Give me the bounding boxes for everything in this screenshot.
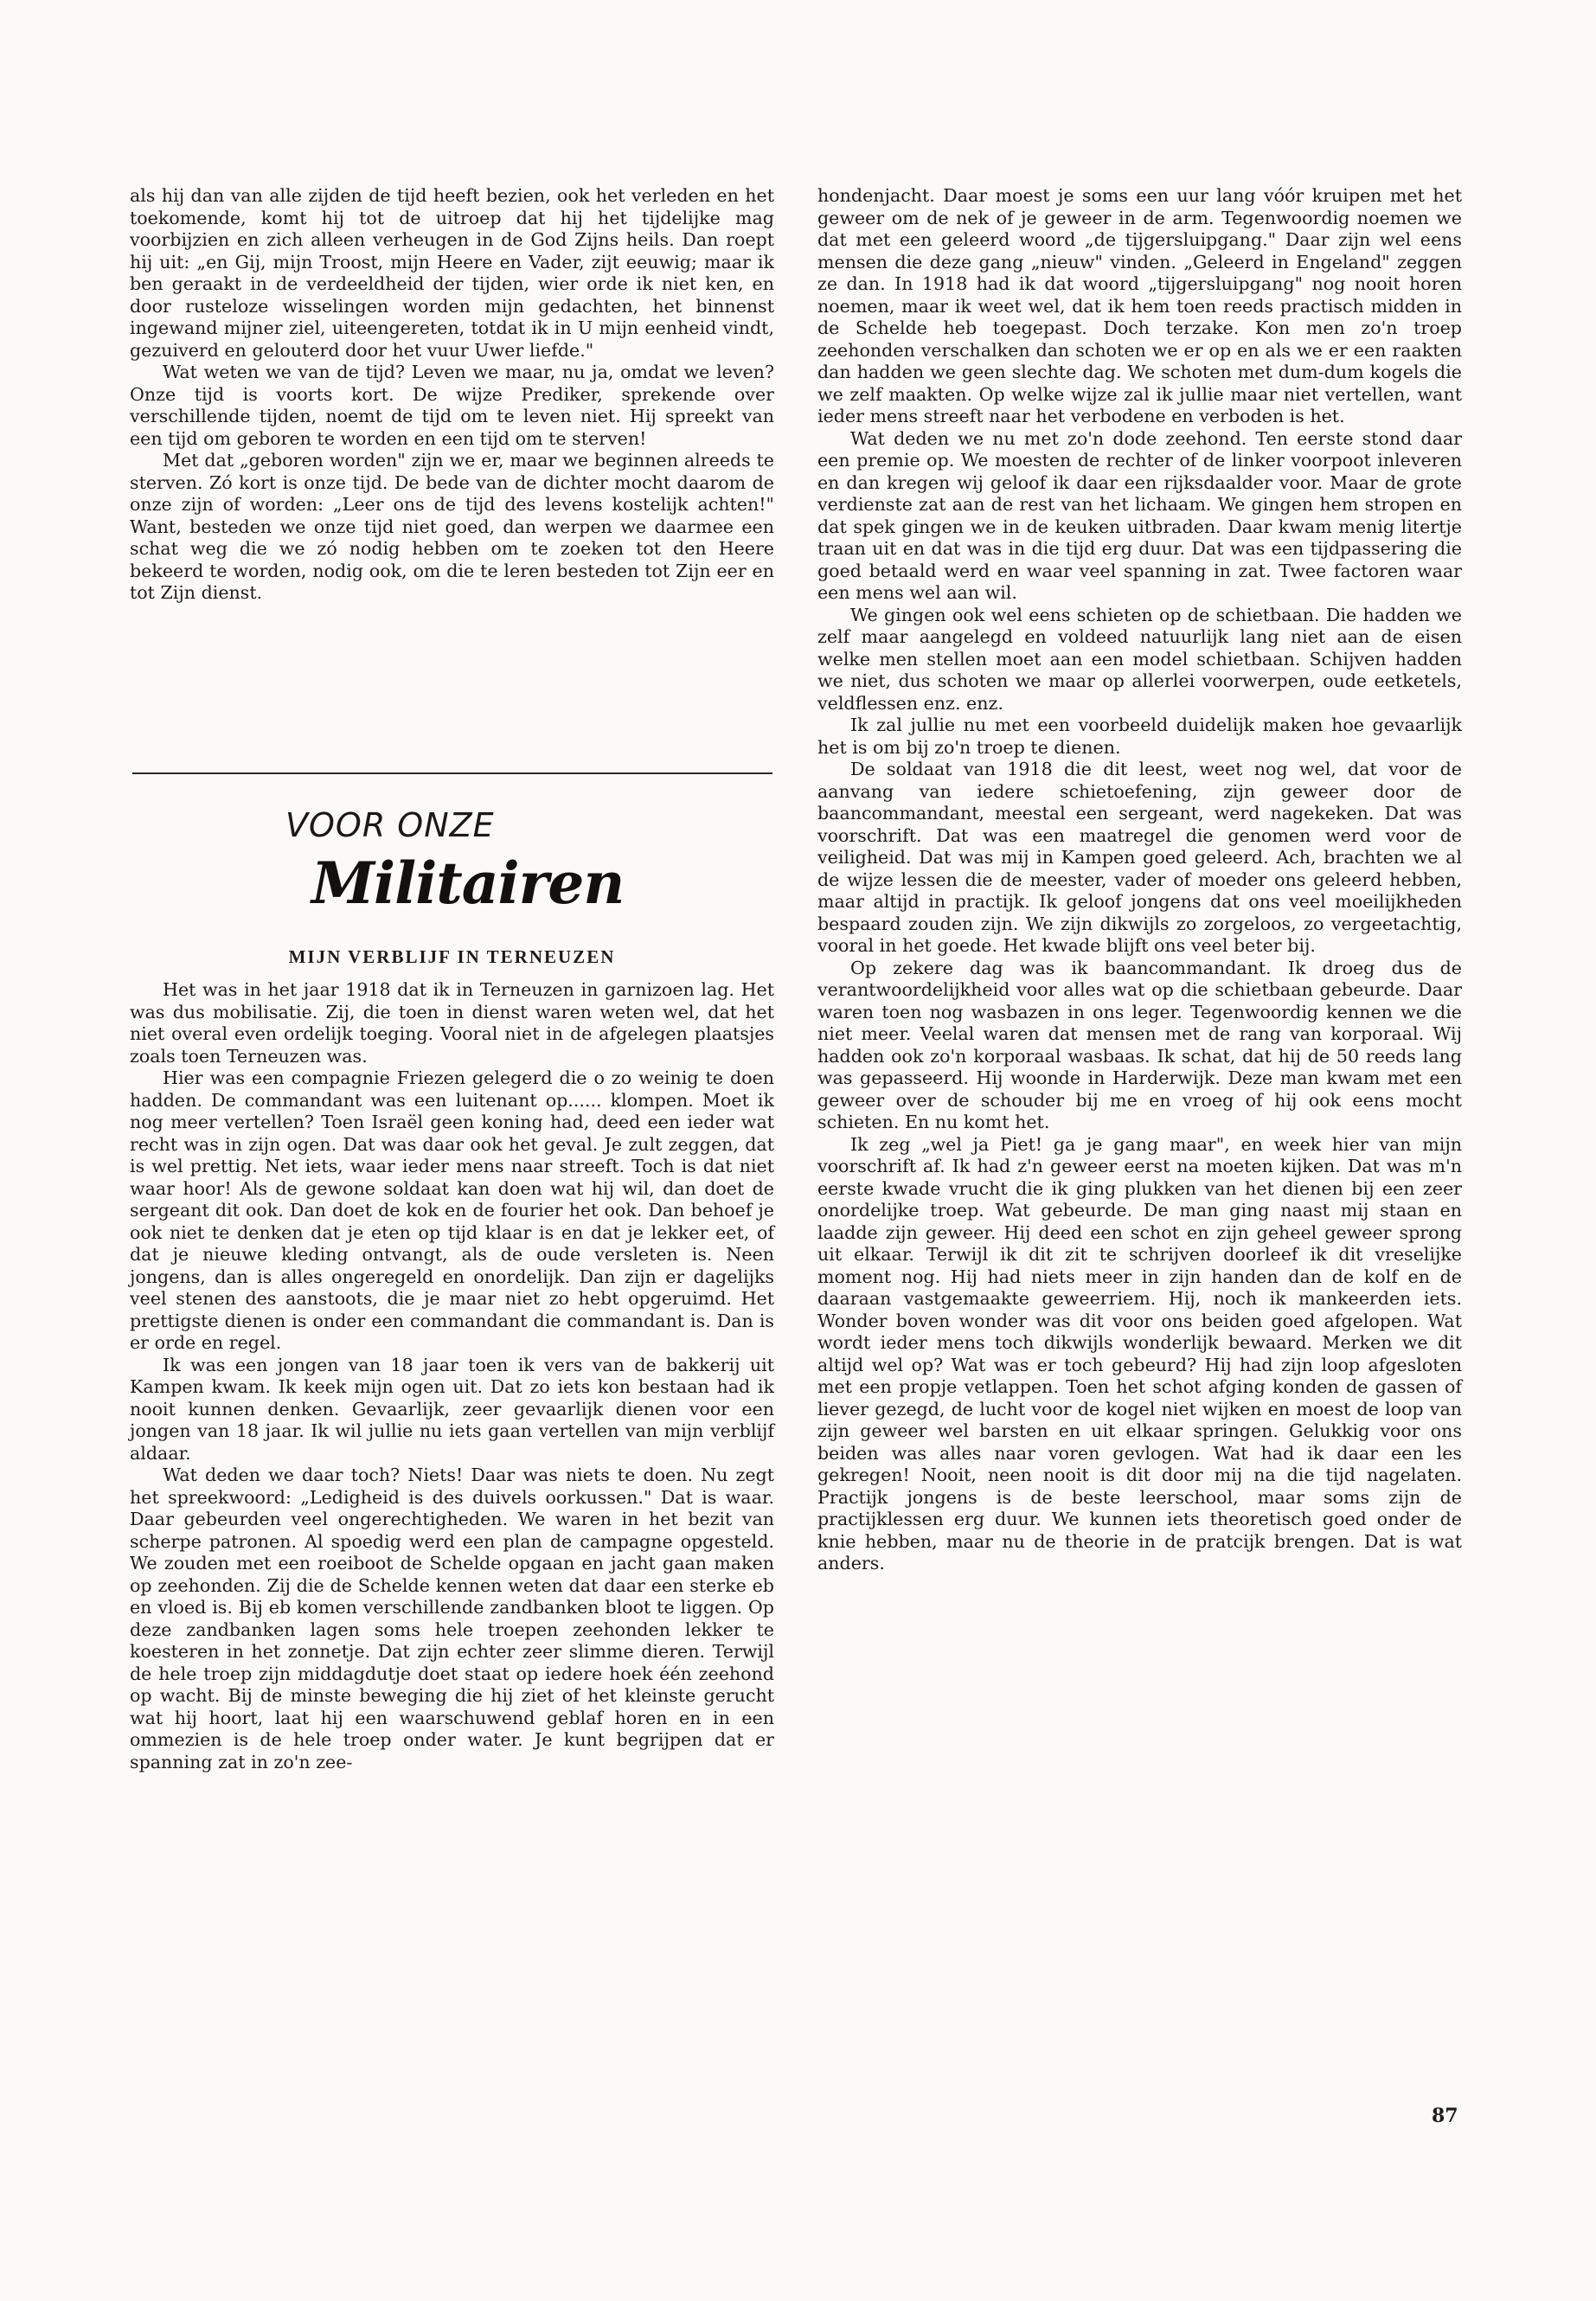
paragraph: Ik zeg „wel ja Piet! ga je gang maar", en week hier van mijn voorschrift af. Ik had z'n geweer eerst na moeten kijken. Dat was m'n eerste kwade vrucht die ik ging plukken van het dienen bij een zeer onordelijke troep. Wat gebeurde. De man ging naast mij staan en laadde zijn geweer. Hij deed een schot en zijn geheel geweer sprong uit elkaar. Terwijl ik dit zit te schrijven doorleef ik dit vreselijke moment nog. Hij had niets meer in zijn handen dan de kolf en de daaraan vastgemaakte geweerriem. Hij, noch ik mankeerden iets. Wonder boven wonder was dit voor ons beiden goed afgelopen. Wat wordt ieder mens toch dikwijls wonderlijk bewaard. Merken we dit altijd wel op? Wat was er toch gebeurd? Hij had zijn loop afgesloten met een propje vetlappen. Toen het schot afging konden de gassen of liever gezegd, de lucht voor de kogel niet wijken en moest de loop van zijn geweer wel barsten en uit elkaar springen. Gelukkig voor ons beiden was alles naar voren gevlogen. Wat had ik daar een les gekregen! Nooit, neen nooit is dit door mij na die tijd nagelaten. Practijk jongens is de beste leerschool, maar soms zijn de practijklessen erg duur. We kunnen iets theoretisch goed onder de knie hebben, maar nu de theorie in de pratcijk brengen. Dat is wat anders.	[817, 1133, 1462, 1574]
article-headline: Militairen	[311, 849, 625, 917]
page-number: 87	[1432, 2105, 1458, 2127]
left-column-article	[130, 979, 774, 1773]
right-column	[817, 185, 1462, 1575]
paragraph: Ik was een jongen van 18 jaar toen ik vers van de bakkerij uit Kampen kwam. Ik keek mijn ogen uit. Dat zo iets kon bestaan had ik nooit kunnen denken. Gevaarlijk, zeer gevaarlijk dienen voor een jongen van 18 jaar. Ik wil jullie nu iets gaan vertellen van mijn verblijf aldaar.	[130, 1354, 774, 1464]
paragraph: Wat deden we daar toch? Niets! Daar was niets te doen. Nu zegt het spreekwoord: „Ledigheid is des duivels oorkussen." Dat is waar. Daar gebeurden veel ongerechtigheden. We waren in het bezit van scherpe patronen. Al spoedig werd een plan de campagne opgesteld. We zouden met een roeiboot de Schelde opgaan en jacht gaan maken op zeehonden. Zij die de Schelde kennen weten dat daar een sterke eb en vloed is. Bij eb komen verschillende zandbanken bloot te liggen. Op deze zandbanken lagen soms hele troepen zeehonden lekker te koesteren in het zonnetje. Dat zijn echter zeer slimme dieren. Terwijl de hele troep zijn middagdutje doet staat op iedere hoek één zeehond op wacht. Bij de minste beweging die hij ziet of het kleinste gerucht wat hij hoort, laat hij een waarschuwend geblaf horen en in een ommezien is de hele troep onder water. Je kunt begrijpen dat er spanning zat in zo'n zee-	[130, 1465, 774, 1772]
article-kicker: VOOR ONZE	[285, 806, 495, 844]
paragraph: De soldaat van 1918 die dit leest, weet nog wel, dat voor de aanvang van iedere schietoefening, zijn geweer door de baancommandant, meestal een sergeant, werd nagekeken. Dat was voorschrift. Dat was een maatregel die genomen werd voor de veiligheid. Dat was mij in Kampen goed geleerd. Ach, brachten we al de wijze lessen die de meester, vader of moeder ons geleerd hebben, maar altijd in practijk. Ik geloof jongens dat ons veel moeilijkheden bespaard zouden zijn. We zijn dikwijls zo zorgeloos, zo vergeetachtig, vooral in het goede. Het kwade blijft ons veel beter bij.	[817, 759, 1462, 956]
paragraph: Met dat „geboren worden" zijn we er, maar we beginnen alreeds te sterven. Zó kort is onze tijd. De bede van de dichter mocht daarom de onze zijn of worden: „Leer ons de tijd des levens kostelijk achten!" Want, besteden we onze tijd niet goed, dan werpen we daarmee een schat weg die we zó nodig hebben om te zoeken tot den Heere bekeerd te worden, nodig ook, om die te leren besteden tot Zijn eer en tot Zijn dienst.	[130, 450, 774, 603]
article-subhead: MIJN VERBLIJF IN TERNEUZEN	[288, 946, 616, 967]
paragraph: hondenjacht. Daar moest je soms een uur lang vóór kruipen met het geweer om de nek of je geweer in de arm. Tegenwoordig noemen we dat met een geleerd woord „de tijgersluipgang." Daar zijn wel eens mensen die deze gang „nieuw" vinden. „Geleerd in Engeland" zeggen ze dan. In 1918 had ik dat woord „tijgersluipgang" nog nooit horen noemen, maar ik weet wel, dat ik hem toen reeds practisch midden in de Schelde heb toegepast. Doch terzake. Kon men zo'n troep zeehonden verschalken dan schoten we er op en als we er een raakten dan hadden we geen slechte dag. We schoten met dum-dum kogels die we zelf maakten. Op welke wijze zal ik jullie maar niet vertellen, want ieder mens streeft naar het verbodene en verboden is het.	[817, 185, 1462, 426]
paragraph: Wat deden we nu met zo'n dode zeehond. Ten eerste stond daar een premie op. We moesten de rechter of de linker voorpoot inleveren en dan kregen wij geloof ik daar een rijksdaalder voor. Maar de grote verdienste zat aan de rest van het lichaam. We gingen hem stropen en dat spek gingen we in de keuken uitbraden. Daar kwam menig litertje traan uit en dat was in die tijd erg duur. Dat was een tijdpassering die goed betaald werd en waar veel spanning in zat. Twee factoren waar een mens wel aan wil.	[817, 427, 1462, 603]
left-column-top	[130, 185, 774, 605]
paragraph: Ik zal jullie nu met een voorbeeld duidelijk maken hoe gevaarlijk het is om bij zo'n troep te dienen.	[817, 715, 1462, 758]
paragraph: Wat weten we van de tijd? Leven we maar, nu ja, omdat we leven? Onze tijd is voorts kort. De wijze Prediker, sprekende over verschillende tijden, noemt de tijd om te leven niet. Hij spreekt van een tijd om geboren te worden en een tijd om te sterven!	[130, 362, 774, 449]
section-divider	[132, 772, 772, 774]
paragraph: Hier was een compagnie Friezen gelegerd die o zo weinig te doen hadden. De commandant was een luitenant op...... klompen. Moet ik nog meer vertellen? Toen Israël geen koning had, deed een ieder wat recht was in zijn ogen. Dat was daar ook het geval. Je zult zeggen, dat is wel prettig. Net iets, waar ieder mens naar streeft. Toch is dat niet waar hoor! Als de gewone soldaat kan doen wat hij wil, dan doet de sergeant dit ook. Dan doet de kok en de fourier het ook. Dan behoef je ook niet te denken dat je eten op tijd klaar is en dat je lekker eet, of dat je nieuwe kleding ontvangt, als de oude versleten is. Neen jongens, dan is alles ongeregeld en onordelijk. Dan zijn er dagelijks veel stenen des aanstoots, die je maar niet zo hebt opgeruimd. Het prettigste dienen is onder een commandant die commandant is. Dan is er orde en regel.	[130, 1067, 774, 1353]
paragraph: Het was in het jaar 1918 dat ik in Terneuzen in garnizoen lag. Het was dus mobilisatie. Zij, die toen in dienst waren weten wel, dat het niet overal even ordelijk toeging. Vooral niet in de afgelegen plaatsjes zoals toen Terneuzen was.	[130, 979, 774, 1067]
paragraph: We gingen ook wel eens schieten op de schietbaan. Die hadden we zelf maar aangelegd en voldeed natuurlijk lang niet aan de eisen welke men stellen moet aan een model schietbaan. Schijven hadden we niet, dus schoten we maar op allerlei voorwerpen, oude eetketels, veldflessen enz. enz.	[817, 604, 1462, 714]
paragraph: als hij dan van alle zijden de tijd heeft bezien, ook het verleden en het toekomende, komt hij tot de uitroep dat hij het tijdelijke mag voorbijzien en zich alleen verheugen in de God Zijns heils. Dan roept hij uit: „en Gij, mijn Troost, mijn Heere en Vader, zijt eeuwig; maar ik ben geraakt in de verdeeldheid der tijden, wier orde ik niet ken, en door rusteloze wisselingen worden mijn gedachten, het binnenst ingewand mijner ziel, uiteengereten, totdat ik in U mijn eenheid vindt, gezuiverd en gelouterd door het vuur Uwer liefde."	[130, 185, 774, 361]
paragraph: Op zekere dag was ik baancommandant. Ik droeg dus de verantwoordelijkheid voor alles wat op die schietbaan gebeurde. Daar waren toen nog wasbazen in ons leger. Tegenwoordig kennen we die niet meer. Veelal waren dat mensen met de rang van korporaal. Wij hadden ook zo'n korporaal wasbaas. Ik schat, dat hij de 50 reeds lang was gepasseerd. Hij woonde in Harderwijk. Deze man kwam met een geweer over de schouder bij me en vroeg of hij ook eens mocht schieten. En nu komt het.	[817, 957, 1462, 1132]
